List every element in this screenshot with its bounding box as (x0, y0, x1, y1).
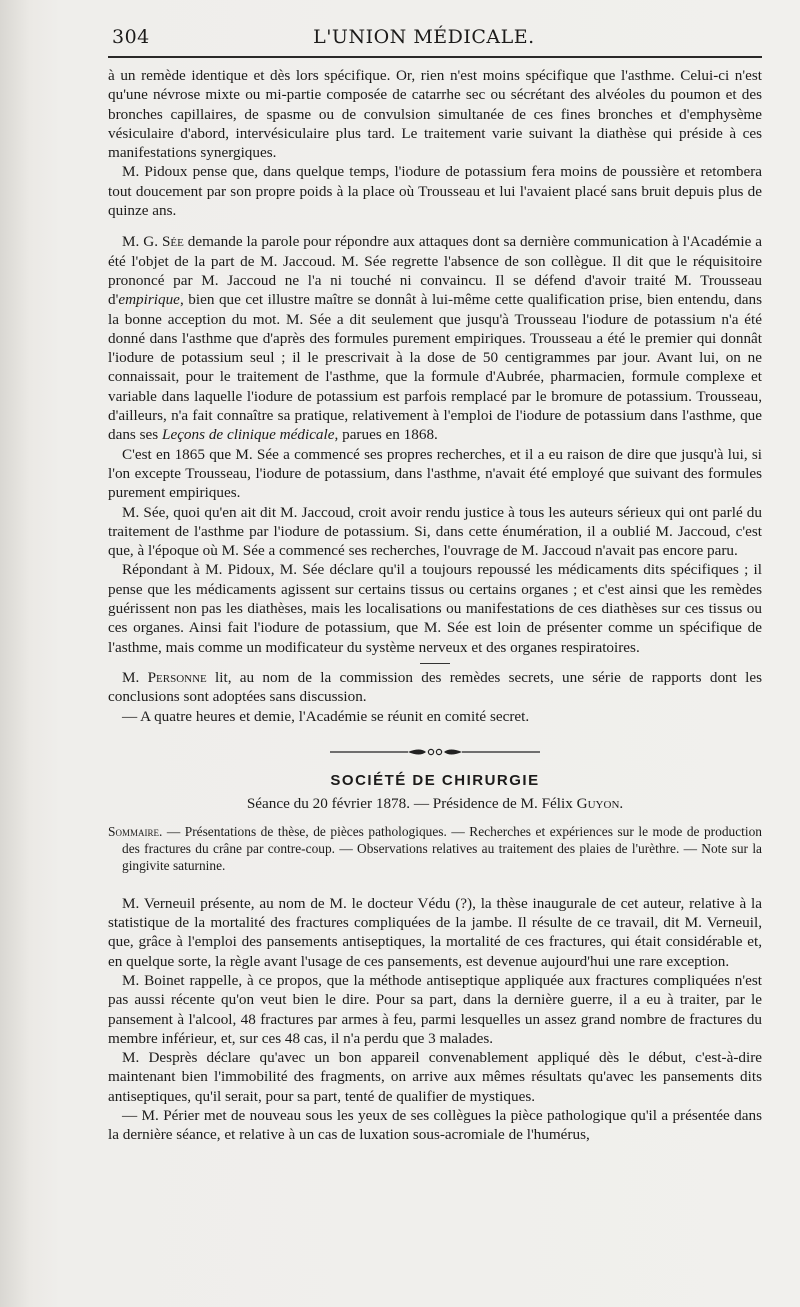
paragraph-personne: M. Personne lit, au nom de la commission des remèdes secrets, une série de rapports dont les conclusions sont adoptées sans discussion. (108, 668, 762, 706)
paragraph-see-1865: C'est en 1865 que M. Sée a commencé ses propres recherches, et il a eu raison de dire que jusqu'à lui, si l'on excepte Trousseau, l'iodure de potassium, dans l'asthme, n'avait été employé que suivant des formules purement empiriques. (108, 445, 762, 502)
paragraph-see-reply (108, 232, 762, 444)
page-header (108, 26, 762, 58)
page-number: 304 (112, 26, 150, 48)
paragraph-despres: M. Desprès déclare qu'avec un bon appareil convenablement appliqué dès le début, c'est-à-dire maintenant bien l'immobilité des fragments, on arrive aux mêmes résultats qu'avec les pansements dits antiseptiques, qu'il serait, pour sa part, tenté de qualifier de mystiques. (108, 1049, 762, 1105)
see-intro: M. G. (122, 233, 162, 251)
book-title: Leçons de clinique médicale (162, 426, 335, 444)
section-ornament (108, 746, 762, 758)
journal-title: L'UNION MÉDICALE. (313, 26, 535, 48)
sommaire-text: . — Présentations de thèse, de pièces pathologiques. — Recherches et expériences sur le mode de production des fractures du crâne par contre-coup. — Observations relatives au traitement des plaies de l'urèthre. — Note sur la gingivite saturnine. (122, 823, 762, 873)
see-name: Sée (161, 233, 184, 251)
paragraph-boinet: M. Boinet rappelle, à ce propos, que la méthode antiseptique appliquée aux fractures compliquées n'est pas aussi récente qu'on veut bien le dire. Pour sa part, dans la dernière guerre, il a eu à traiter, par le pansement à l'alcool, 48 fractures par armes à feu, parmi lesquelles un assez grand nombre de fractures du membre inférieur, et, sur ces 48 cas, il n'a perdu que 3 malades. (108, 971, 762, 1047)
president-name: Guyon (576, 794, 620, 812)
paragraph-see-jaccoud: M. Sée, quoi qu'en ait dit M. Jaccoud, croit avoir rendu justice à tous les auteurs sérieux qui ont parlé du traitement de l'asthme par l'iodure de potassium. Si, dans cette énumération, il a oublié M. Jaccoud, c'est que, à l'époque où M. Sée a commencé ses recherches, l'ouvrage de M. Jaccoud n'avait pas encore paru. (108, 503, 762, 560)
paragraph-verneuil: M. Verneuil présente, au nom de M. le docteur Védu (?), la thèse inaugurale de cet auteur, relative à la statistique de la mortalité des fractures compliquées de la jambe. Il résulte de ce travail, dit M. Verneuil, que, grâce à l'emploi des pansements antiseptiques, la mortalité de ces fractures, qui était considérable et, en quelque sorte, la règle avant l'usage de ces pansements, est devenue aujourd'hui une rare exception. (108, 894, 762, 970)
paragraph-closing: — A quatre heures et demie, l'Académie se réunit en comité secret. (122, 707, 530, 725)
paragraph-asthme: à un remède identique et dès lors spécifique. Or, rien n'est moins spécifique que l'asthme. Celui-ci n'est qu'une névrose mixte ou mi-partie composée de catarrhe sec ou sécrétant des alvéoles du poumon et des bronches capillaires, de spasme ou de convulsion simultanée de ces fines bronches et d'emphysème vésiculaire d'abord, intervésiculaire plus tard. Le traitement varie suivant la diathèse qui préside à ces manifestations synergiques. (108, 67, 762, 162)
paragraph-pidoux: M. Pidoux pense que, dans quelque temps, l'iodure de potassium fera moins de poussière et retombera tout doucement par son propre poids à la place où Trousseau et lui l'avaient placé sans bruit depuis plus de quinze ans. (108, 163, 762, 220)
section-title: SOCIÉTÉ DE CHIRURGIE (330, 771, 540, 789)
see-text-c: , parues en 1868. (334, 426, 438, 444)
session-line: Séance du 20 février 1878. — Présidence de M. Félix Guyon. (246, 794, 624, 812)
short-separator (420, 663, 450, 664)
paragraph-see-pidoux: Répondant à M. Pidoux, M. Sée déclare qu'il a toujours repoussé les médicaments dits spécifiques ; il pense que les médicaments agissent sur certains tissus ou certains organes ; et c'est ainsi que les remèdes guérissent non pas les diathèses, mais les localisations ou manifestations de ces diathèses sur ces tissus ou ces organes. Ainsi fait l'iodure de potassium, que M. Sée est loin de présenter comme un spécifique de l'asthme, mais comme un modificateur du système nerveux et des organes respiratoires. (108, 561, 762, 656)
paragraph-perier: — M. Périer met de nouveau sous les yeux de ses collègues la pièce pathologique qu'il a présentée dans la dernière séance, et relative à un cas de luxation sous-acromiale de l'humérus, (108, 1107, 762, 1144)
see-emphasis: empirique (118, 291, 180, 309)
see-text-b: , bien que cet illustre maître se donnât à lui-même cette qualification prise, bien entendu, dans la bonne acception du mot. M. Sée a dit seulement que jusqu'à Trousseau l'iodure de potassium n'a été donné dans l'asthme que d'après des formules purement empiriques. Trousseau a été le premier qui donnât l'iodure de potassium seul ; il le prescrivait à la dose de 50 centigrammes par jour. Avant lui, on ne connaissait, pour le traitement de l'asthme, que la formule d'Aubrée, pharmacien, formule complexe et variable dans laquelle l'iodure de potassium est parfois remplacé par le bromure de potassium. Trousseau, d'ailleurs, n'a fait connaître sa pratique, relativement à l'emploi de l'iodure de potassium dans l'asthme, que dans ses (108, 291, 762, 444)
session-body (108, 894, 762, 1145)
see-text-a: demande la parole pour répondre aux attaques dont sa dernière communication à l'Académie a été l'objet de la part de M. Jaccoud. M. Sée regrette l'absence de son collègue. Il dit que le réquisitoire prononcé par M. Jaccoud ne l'a ni touché ni convaincu. Il se défend d'avoir traité M. Trousseau d' (108, 233, 762, 309)
article-body (108, 66, 762, 726)
sommaire-label: Sommaire (108, 823, 159, 839)
ornament-rule-icon (330, 746, 540, 758)
personne-name: Personne (147, 668, 207, 686)
sommaire (108, 823, 762, 874)
